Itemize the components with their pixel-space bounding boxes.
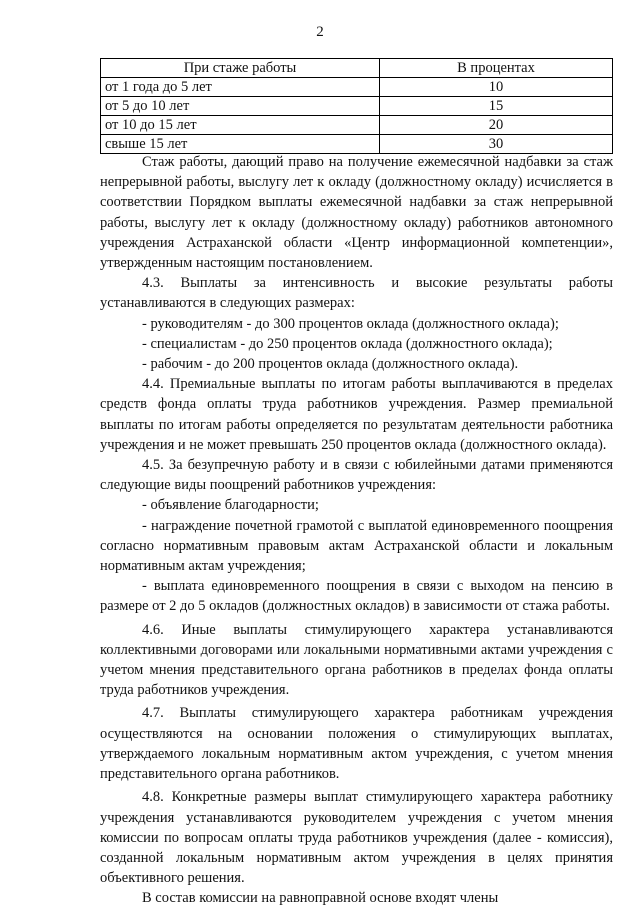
list-item: - специалистам - до 250 процентов оклада (должностного оклада); xyxy=(142,335,553,352)
table-header-cell: При стаже работы xyxy=(101,59,380,78)
paragraph-4-5: 4.5. За безупречную работу и в связи с юбилейными датами применяются следующие виды поощрений работников учреждения: xyxy=(100,457,613,494)
table-row xyxy=(101,97,613,116)
list-item: - награждение почетной грамотой с выплатой единовременного поощрения согласно нормативным правовым актам Астраханской области и локальным нормативным актам учреждения; xyxy=(100,517,613,575)
table-cell-percent: 15 xyxy=(380,97,613,116)
table-header-row xyxy=(101,59,613,78)
table-row xyxy=(101,116,613,135)
list-item: - объявление благодарности; xyxy=(142,497,319,514)
paragraph-4-8: 4.8. Конкретные размеры выплат стимулирующего характера работнику учреждения устанавливаются руководителем учреждения с учетом мнения комиссии по вопросам оплаты труда работников учреждения (далее - комиссия), созданной локальным нормативным актом учреждения в целях принятия объективного решения. xyxy=(100,789,613,887)
list-item: - выплата единовременного поощрения в связи с выходом на пенсию в размере от 2 до 5 окладов (должностных окладов) в зависимости от стажа работы. xyxy=(100,578,613,615)
table-cell-period: от 10 до 15 лет xyxy=(101,116,380,135)
list-item: - руководителям - до 300 процентов оклада (должностного оклада); xyxy=(142,315,559,332)
table-cell-percent: 20 xyxy=(380,116,613,135)
paragraph-4-6: 4.6. Иные выплаты стимулирующего характера устанавливаются коллективными договорами или локальными нормативными актами учреждения с учетом мнения представительного органа работников в пределах фонда оплаты труда работников учреждения. xyxy=(100,621,613,699)
table-row xyxy=(101,78,613,97)
table-header-cell: В процентах xyxy=(380,59,613,78)
paragraph-4-3: 4.3. Выплаты за интенсивность и высокие результаты работы устанавливаются в следующих размерах: xyxy=(100,275,613,312)
paragraph-seniority: Стаж работы, дающий право на получение ежемесячной надбавки за стаж непрерывной работы, выслугу лет к окладу (должностному окладу) исчисляется в соответствии Порядком выплаты ежемесячной надбавки за стаж непрерывной работы, выслугу лет к окладу (должностному окладу) работников автономного учреждения Астраханской области «Центр информационной компетенции», утвержденным настоящим постановлением. xyxy=(100,154,613,272)
table-row xyxy=(101,135,613,154)
document-body xyxy=(100,152,613,905)
paragraph-4-4: 4.4. Премиальные выплаты по итогам работы выплачиваются в пределах средств фонда оплаты труда работников учреждения. Размер премиальной выплаты по итогам работы определяется по результатам деятельности работника учреждения и не может превышать 250 процентов оклада (должностного оклада). xyxy=(100,376,613,453)
table-cell-period: от 5 до 10 лет xyxy=(101,97,380,116)
page-number: 2 xyxy=(316,24,324,40)
paragraph-4-7: 4.7. Выплаты стимулирующего характера работникам учреждения осуществляются на основании положения о стимулирующих выплатах, утверждаемого локальным нормативным актом учреждения, с учетом мнения представительного органа работников. xyxy=(100,705,613,783)
table-cell-percent: 10 xyxy=(380,78,613,97)
seniority-table xyxy=(100,58,613,154)
table-cell-percent: 30 xyxy=(380,135,613,154)
table-cell-period: свыше 15 лет xyxy=(101,135,380,154)
list-item: - рабочим - до 200 процентов оклада (должностного оклада). xyxy=(142,356,519,373)
table-cell-period: от 1 года до 5 лет xyxy=(101,78,380,97)
paragraph-last: В состав комиссии на равноправной основе входят члены xyxy=(142,890,499,905)
